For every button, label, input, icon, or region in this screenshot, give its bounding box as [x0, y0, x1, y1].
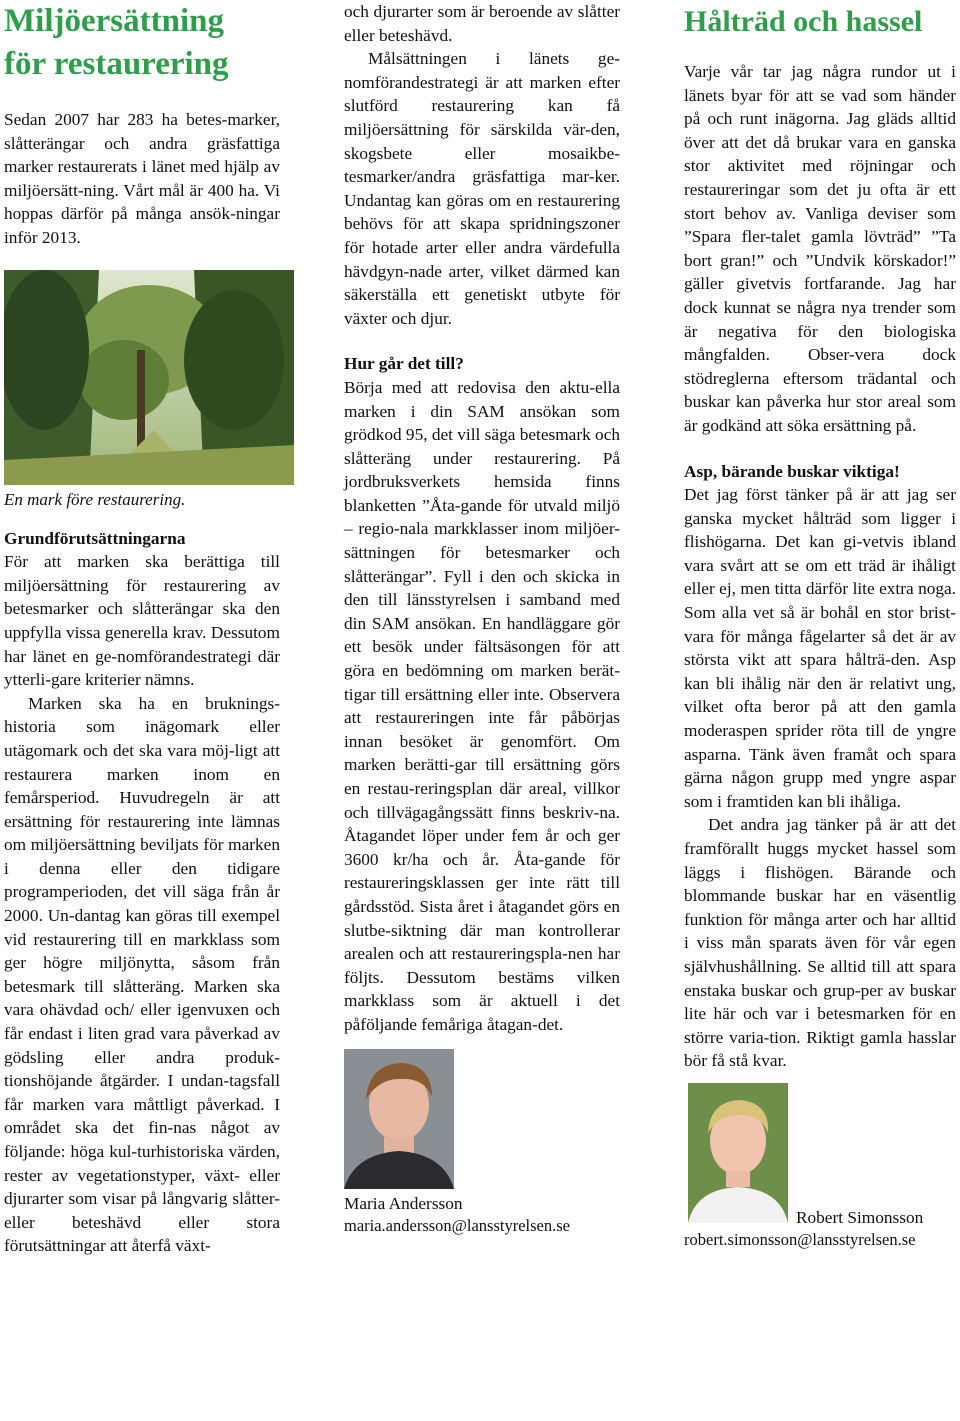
- signature-robert: [684, 1083, 956, 1243]
- section-how: [344, 352, 620, 1036]
- paragraph: Målsättningen i länets ge-nomförandestrategi är att marken efter slutförd restaurering kan få miljöersättning för särskilda vär-den, skogsbete eller mosaikbe-tesmarker/andra gräsfattiga mar-ker. Undantag kan göras om en restaurering behövs för att skapa spridningszoner för hotade arter eller andra värdefulla hävdgyn-nade arter, vilket därmed kan säkerställa ett genetiskt utbyte för växter och djur.: [344, 49, 620, 328]
- article-title: [4, 0, 280, 86]
- article-title-line1: Miljöersättning: [4, 3, 224, 39]
- portrait-maria: [344, 1049, 454, 1189]
- paragraph: Det andra jag tänker på är att det framförallt huggs mycket hassel som läggs i flishögen. Bärande och blommande buskar har en väsentlig funktion för många arter och har alltid i viss mån sparats även för vår egen självhushållning. Se alltid till att spara enstaka buskar och grup-per av buskar lite här och var i betesmarken för en större varia-tion. Riktigt gamla hasslar bör få stå kvar.: [684, 815, 956, 1071]
- paragraph: Börja med att redovisa den aktu-ella marken i din SAM ansökan som grödkod 95, det vill säga betesmark och slåtteräng under restaurering. På jordbruksverkets hemsida finns blanketten ”Åta-gande för utvald miljö – regio-nala markklasser inom miljöer-sättningen för betesmarker och slåtterängar”. Fyll i den och skicka in den till länsstyrelsen i samband med din SAM ansökan. En handläggare gör ett besök under fältsäsongen för att göra en bedömning om marken berät-tigar till ersättning eller inte. Observera att restaureringen inte får påbörjas innan besöket är genomfört. Om marken berätti-gar till ersättning görs en restau-reringsplan där areal, villkor och tillvägagångssätt finns beskriv-na. Åtagandet löper under fem år och ger 3600 kr/ha och år. Åta-gande för restaureringsklassen ger inte rätt till gårdsstöd. Sista året i åtagandet görs en slutbe-siktning där man kontrollerar arealen och att restaureringspla-nen har följts. Dessutom bestäms vilken markklass som är aktuell i det påföljande femåriga åtagan-det.: [344, 377, 620, 1034]
- intro-text: Sedan 2007 har 283 ha betes-marker, slåtterängar och andra gräsfattiga marker restaurerats i länet med hjälp av miljöersätt-ning. Vårt mål är 400 ha. Vi hoppas därför på många ansök-ningar inför 2013.: [4, 110, 280, 247]
- section-heading: Asp, bärande buskar viktiga!: [684, 461, 900, 481]
- section-intro: [684, 60, 956, 438]
- section-basic-conditions: [4, 527, 280, 1258]
- portrait-robert: [688, 1083, 788, 1223]
- author-name: Robert Simonsson: [796, 1207, 924, 1227]
- article-title: Hålträd och hassel: [684, 5, 923, 38]
- intro-paragraph: [4, 108, 280, 250]
- photo-caption: En mark före restaurering.: [4, 489, 186, 509]
- paragraph: För att marken ska berättiga till miljöersättning för restaurering av betesmarker och slåtterängar ska den uppfylla vissa generella krav. Dessutom har länet en ge-nomförandestrategi där ytterli-gare kriterier nämns.: [4, 552, 280, 690]
- column-3: [684, 0, 956, 1250]
- paragraph-continued: och djurarter som är beroende av slåtter eller beteshävd.: [344, 2, 620, 45]
- section-goal: [344, 0, 620, 330]
- author-name: Maria Andersson: [344, 1193, 463, 1213]
- author-email: maria.andersson@lansstyrelsen.se: [344, 1215, 570, 1235]
- author-email: robert.simonsson@lansstyrelsen.se: [684, 1229, 916, 1249]
- signature-maria: [344, 1193, 620, 1236]
- column-2: [344, 0, 620, 1236]
- paragraph: Varje vår tar jag några rundor ut i länets byar för att se vad som händer på och runt inägorna. Jag gläds alltid över att det då brukar vara en ganska stor aktivitet med röjningar och restaureringar som det ju ofta är ett stort behov av. Vanliga deviser som ”Spara fler-talet gamla lövträd” ”Ta bort gran!” och ”Undvik körskador!” gäller givetvis fortfarande. Jag har dock kunnat se några nya trender som är negativa för den biologiska mångfalden. Obser-vera dock stödreglerna eftersom trädantal och buskar kan påverka hur stor areal som är godkänd att söka ersättning på.: [684, 62, 956, 435]
- paragraph: Det jag först tänker på är att jag ser ganska mycket hålträd som ligger i flishögarna. Det kan gi-vetvis ibland vara svårt att se om ett träd är ihåligt eller ej, men titta därför lite extra noga. Som alla vet så är bohål en stor brist-vara för många fågelarter så det är av största vikt att spara hålträ-den. Asp kan bli ihålig när den är relativt ung, vilket ofta beror på att den gamla moderaspen sprider röta till de yngre asparna. Tänk även framåt och spara gärna någon grupp med yngre aspar som i framtiden kan bli ihåliga.: [684, 485, 956, 811]
- avatar: [688, 1083, 788, 1223]
- section-heading: Hur går det till?: [344, 354, 464, 374]
- article-title-line2: för restaurering: [4, 46, 229, 82]
- forest-image: [4, 270, 294, 485]
- column-1: [4, 0, 280, 1258]
- paragraph: Marken ska ha en bruknings-historia som inägomark eller utägomark och det ska vara möj-ligt att restaurera marken inom en femårsperiod. Huvudregeln är att ersättning för restaurering inte lämnas om miljöersättning beviljats för marken i denna eller den tidigare programperioden, det vill säga från år 2000. Un-dantag kan göras till exempel vid restaurering till en markklass som ger högre miljönytta, såsom från betesmark till slåtteräng. Marken ska vara ohävdad och/ eller igenvuxen och får endast i liten grad vara påverkad av gödsling eller andra produk-tionshöjande åtgärder. I undan-tagsfall får marken vara måttligt påverkad. I området ska det fin-nas något av följande: höga kul-turhistoriska värden, rester av vegetationstyper, växt- eller djurarter som visar på långvarig slåtter- eller beteshävd eller stora förutsättningar att återfå växt-: [4, 693, 280, 1256]
- forest-photo: [4, 270, 294, 485]
- section-asp: [684, 460, 956, 1073]
- avatar: [344, 1049, 454, 1189]
- section-heading: Grundförutsättningarna: [4, 528, 186, 548]
